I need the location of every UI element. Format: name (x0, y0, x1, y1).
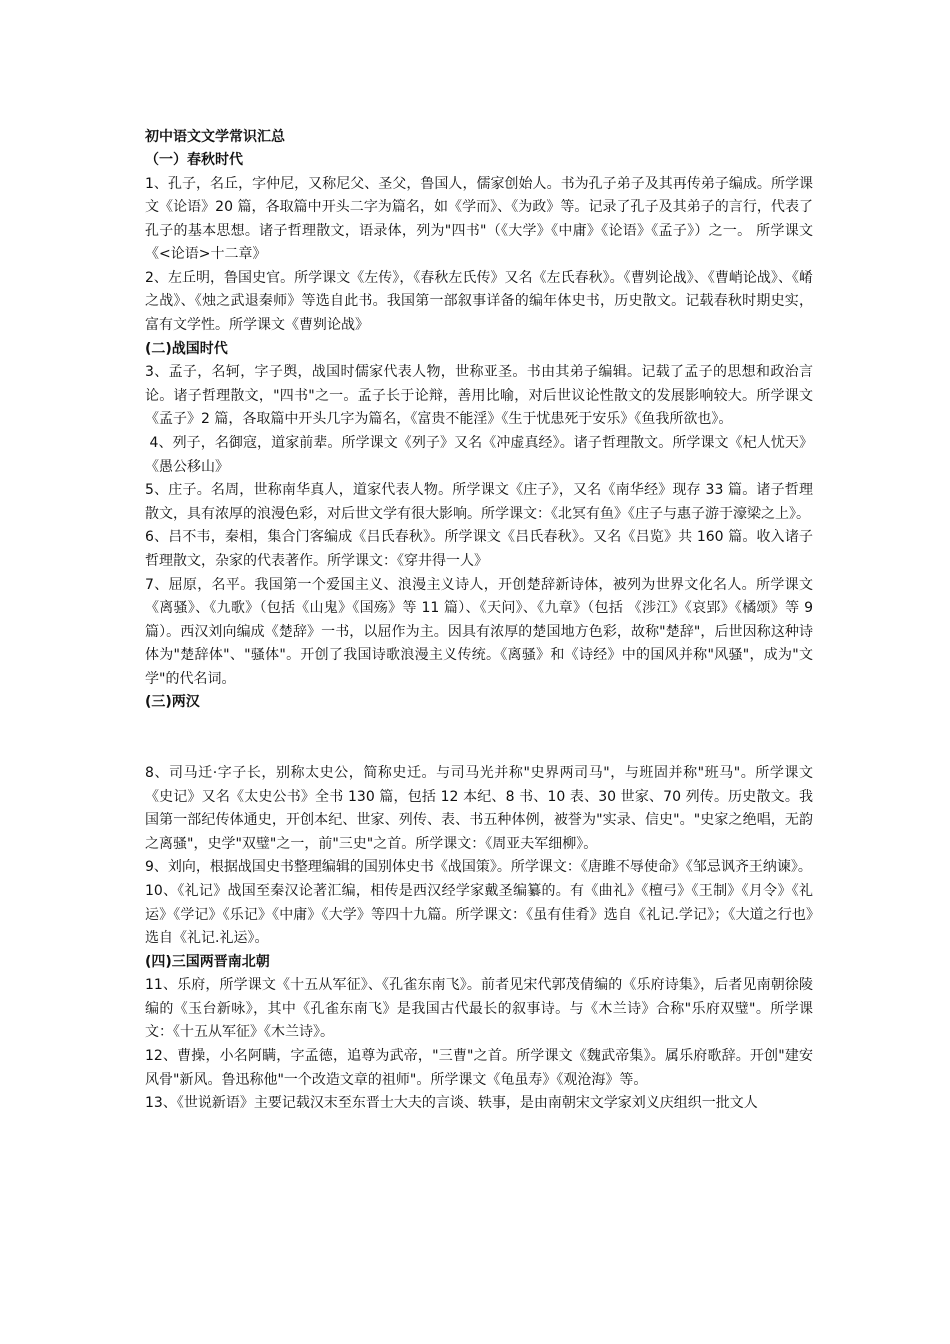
section-heading-spring-autumn: （一）春秋时代 (145, 152, 243, 168)
paragraph-zuo-qiuming: 2、左丘明，鲁国史官。所学课文《左传》，《春秋左氏传》又名《左氏春秋》。《曹刿论战》、《曹峭论战》、《崤之战》、《烛之武退秦师》等选自此书。我国第一部叙事详备的编年体史书，历史散文。记载春秋时期史实，富有文学性。所学课文《曹刿论战》 (145, 269, 813, 334)
paragraph-sima-qian: 8、司马迁·字子长，别称太史公，简称史迁。与司马光并称"史界两司马"，与班固并称"班马"。所学课文《史记》又名《太史公书》全书 130 篇，包括 12 本纪、8 书、10 表、30 世家、70 列传。历史散文。我国第一部纪传体通史，开创本纪、世家、列传、表、书五种体例，被誉为"实录、信史"。"史家之绝唱，无韵之离骚"，史学"双璧"之一，前"三史"之首。所学课文：《周亚夫军细柳》。 (145, 764, 813, 852)
paragraph-zhuangzi: 5、庄子。名周，世称南华真人，道家代表人物。所学课文《庄子》，又名《南华经》现存 33 篇。诸子哲理散文，具有浓厚的浪漫色彩，对后世文学有很大影响。所学课文：《北冥有鱼》《庄子与惠子游于濠梁之上》。 (145, 482, 813, 522)
paragraph-lu-buwei: 6、吕不韦，秦相，集合门客编成《吕氏春秋》。所学课文《吕氏春秋》。又名《吕览》共 160 篇。收入诸子哲理散文，杂家的代表著作。所学课文：《穿井得一人》 (145, 529, 813, 569)
paragraph-liu-xiang: 9、刘向，根据战国史书整理编辑的国别体史书《战国策》。所学课文：《唐雎不辱使命》《邹忌讽齐王纳谏》。 (145, 859, 812, 876)
paragraph-cao-cao: 12、曹操，小名阿瞒，字孟德，追尊为武帝，"三曹"之首。所学课文《魏武帝集》。属乐府歌辞。开创"建安风骨"新风。鲁迅称他"一个改造文章的祖师"。所学课文《龟虽寿》《观沧海》等。 (145, 1048, 813, 1088)
paragraph-yuefu: 11、乐府，所学课文《十五从军征》、《孔雀东南飞》。前者见宋代郭茂倩编的《乐府诗集》，后者见南朝徐陵编的《玉台新咏》，其中《孔雀东南飞》是我国古代最长的叙事诗。与《木兰诗》合称"乐府双璧"。所学课文：《十五从军征》《木兰诗》。 (145, 977, 813, 1041)
paragraph-shishuo-xinyu: 13、《世说新语》主要记载汉末至东晋士大夫的言谈、轶事，是由南朝宋文学家刘义庆组织一批文人 (145, 1095, 758, 1112)
paragraph-confucius: 1、孔子，名丘，字仲尼，又称尼父、圣父，鲁国人，儒家创始人。书为孔子弟子及其再传弟子编成。所学课文《论语》20 篇，各取篇中开头二字为篇名，如《学而》、《为政》等。记录了孔子及其弟子的言行，代表了孔子的基本思想。诸子哲理散文，语录体，列为"四书"（《大学》《中庸》《论语》《孟子》）之一。 所学课文《<论语>十二章》 (145, 175, 813, 263)
paragraph-mencius: 3、孟子，名轲，字子舆，战国时儒家代表人物，世称亚圣。书由其弟子编辑。记载了孟子的思想和政治言论。诸子哲理散文，"四书"之一。孟子长于论辩，善用比喻，对后世议论性散文的发展影响较大。所学课文《孟子》2 篇，各取篇中开头几字为篇名，《富贵不能淫》《生于忧患死于安乐》《鱼我所欲也》。 (145, 364, 813, 428)
paragraph-book-of-rites: 10、《礼记》战国至秦汉论著汇编，相传是西汉经学家戴圣编纂的。有《曲礼》《檀弓》《王制》《月令》《礼运》《学记》《乐记》《中庸》《大学》等四十九篇。所学课文：《虽有佳肴》选自《礼记.学记》；《大道之行也》选自《礼记.礼运》。 (145, 882, 813, 947)
document-title: 初中语文文学常识汇总 (145, 129, 285, 145)
paragraph-liezi: 4、列子，名御寇，道家前辈。所学课文《列子》又名《冲虚真经》。诸子哲理散文。所学课文《杞人忧天》《愚公移山》 (145, 434, 814, 475)
blank-line (145, 715, 813, 762)
section-heading-warring-states: (二)战国时代 (145, 340, 228, 357)
section-heading-han-dynasties: (三)两汉 (145, 694, 200, 711)
section-heading-three-kingdoms: (四)三国两晋南北朝 (145, 953, 270, 970)
paragraph-qu-yuan: 7、屈原，名平。我国第一个爱国主义、浪漫主义诗人，开创楚辞新诗体，被列为世界文化名人。所学课文《离骚》、《九歌》（包括《山鬼》《国殇》等 11 篇）、《天问》、《九章》（包括 《涉江》《哀郢》《橘颂》等 9 篇）。西汉刘向编成《楚辞》一书，以屈作为主。因具有浓厚的楚国地方色彩，故称"楚辞"，后世因称这种诗体为"楚辞体"、"骚体"。开创了我国诗歌浪漫主义传统。《离骚》和《诗经》中的国风并称"风骚"，成为"文学"的代名词。 (145, 576, 813, 687)
document-page (145, 126, 813, 1116)
